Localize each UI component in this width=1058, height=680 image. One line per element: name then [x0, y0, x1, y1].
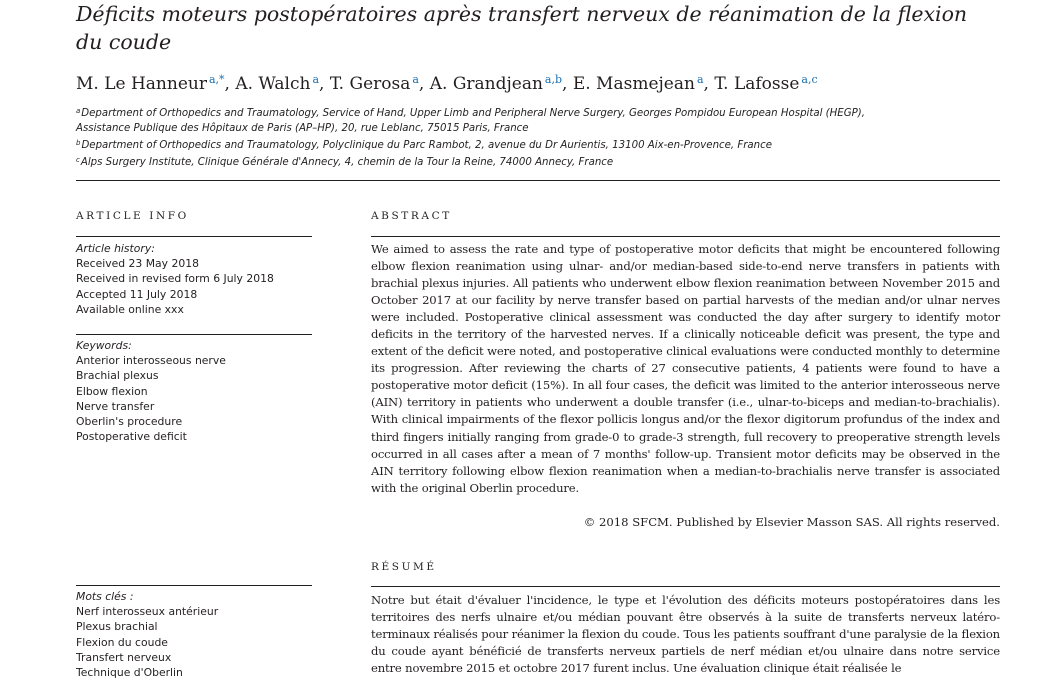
- mot-cle-item: Nerf interosseux antérieur: [76, 605, 219, 619]
- resume-heading: RÉSUMÉ: [371, 561, 437, 573]
- copyright-notice: © 2018 SFCM. Published by Elsevier Masson SAS. All rights reserved.: [583, 515, 1000, 529]
- resume-rule: [371, 586, 1000, 587]
- author-name: M. Le Hanneur: [76, 74, 207, 94]
- history-item: Available online xxx: [76, 302, 184, 316]
- keyword-item: Anterior interosseous nerve: [76, 354, 226, 368]
- article-info-heading: ARTICLE INFO: [76, 210, 189, 222]
- article-title: Déficits moteurs postopératoires après transfert nerveux de réanimation de la flexion du coude: [76, 2, 968, 54]
- mots-cles-label: Mots clés :: [76, 590, 134, 603]
- history-item: Accepted 11 July 2018: [76, 287, 198, 301]
- affiliations: [76, 104, 1006, 170]
- mots-cles-block: [76, 589, 316, 680]
- keyword-item: Postoperative deficit: [76, 430, 187, 444]
- mot-cle-item: Technique d'Oberlin: [76, 666, 183, 680]
- keywords-label: Keywords:: [76, 339, 132, 352]
- keyword-item: Elbow flexion: [76, 384, 148, 398]
- keywords-block: [76, 338, 316, 444]
- mot-cle-item: Transfert nerveux: [76, 650, 172, 664]
- mot-cle-item: Plexus brachial: [76, 620, 158, 634]
- mot-cle-item: Flexion du coude: [76, 635, 168, 649]
- keywords-list: [76, 353, 316, 444]
- article-info-rule: [76, 236, 312, 237]
- resume-text: Notre but était d'évaluer l'incidence, le type et l'évolution des déficits moteurs postopératoires dans les territoires des nerfs ulnaire et/ou médian pouvant être observés à la suite de transferts nerveux latéro-terminaux réalisés pour réanimer la flexion du coude. Tous les patients souffrant d'une paralysie de la flexion du coude ayant bénéficié de transferts nerveux partiels de nerf médian et/ou ulnaire dans notre service entre novembre 2015 et octobre 2017 furent inclus. Une évaluation clinique était réalisée le: [371, 593, 1000, 676]
- author-name: A. Grandjean: [429, 74, 543, 94]
- author-list: M. Le Hanneur $^{a,*}$, A. Walch $^a$, T. Gerosa $^a$, A. Grandjean $^{a,b}$, E. Masmejean $^a$, T. Lafosse $^{a,c}$: [76, 73, 818, 94]
- author-name: E. Masmejean: [572, 74, 695, 94]
- header-divider: [76, 180, 1000, 181]
- history-list: [76, 256, 316, 317]
- abstract-rule: [371, 236, 1000, 237]
- affiliation-line: [76, 153, 1006, 170]
- affiliation-line: [76, 121, 1006, 136]
- author-affiliation-marker[interactable]: a: [412, 73, 419, 86]
- author-affiliation-marker[interactable]: a: [696, 73, 704, 86]
- author-affiliation-marker[interactable]: a,*: [208, 73, 225, 86]
- keyword-item: Oberlin's procedure: [76, 415, 183, 429]
- article-history: [76, 241, 316, 317]
- affiliation-text: Assistance Publique des Hôpitaux de Paris (AP–HP), 20, rue Leblanc, 75015 Paris, France: [76, 123, 529, 134]
- history-label: Article history:: [76, 242, 155, 255]
- affiliation-line: [76, 104, 1006, 121]
- author-affiliation-marker[interactable]: a,b: [544, 73, 563, 86]
- mots-cles-rule: [76, 585, 312, 586]
- affiliation-text: Department of Orthopedics and Traumatology, Polyclinique du Parc Rambot, 2, avenue du Dr Aurientis, 13100 Aix-en-Provence, France: [81, 140, 772, 151]
- author-name: A. Walch: [235, 74, 311, 94]
- abstract-heading: ABSTRACT: [371, 210, 452, 222]
- keyword-item: Brachial plexus: [76, 369, 159, 383]
- keyword-item: Nerve transfer: [76, 399, 155, 413]
- affiliation-marker: b: [76, 139, 81, 147]
- history-item: Received in revised form 6 July 2018: [76, 272, 274, 286]
- author-name: T. Lafosse: [714, 74, 800, 94]
- abstract-text: We aimed to assess the rate and type of postoperative motor deficits that might be encountered following elbow flexion reanimation using ulnar- and/or median-based side-to-end nerve transfers in patients with brachial plexus injuries. All patients who underwent elbow flexion reanimation between November 2015 and October 2017 at our facility by nerve transfer based on partial harvests of the median and/or ulnar nerves were included. Postoperative clinical assessment was conducted the day after surgery to identify motor deficits in the territory of the harvested nerves. If a clinically noticeable deficit was present, the type and extent of the deficit were noted, and postoperative clinical evaluations were conducted monthly to determine its progression. After reviewing the charts of 27 consecutive patients, 4 patients were found to have a postoperative motor deficit (15%). In all four cases, the deficit was limited to the anterior interosseous nerve (AIN) territory in patients who underwent a double transfer (i.e., ulnar-to-biceps and median-to-brachialis). With clinical impairments of the flexor pollicis longus and/or the flexor digitorum profundus of the index and third fingers initially ranging from grade-0 to grade-3 strength, full recovery to preoperative strength levels occurred in all cases after a mean of 7 months' follow-up. Transient motor deficits may be observed in the AIN territory following elbow flexion reanimation when a median-to-brachialis nerve transfer is associated with the original Oberlin procedure.: [371, 242, 1000, 495]
- history-item: Received 23 May 2018: [76, 257, 199, 271]
- author-affiliation-marker[interactable]: a: [312, 73, 320, 86]
- affiliation-line: [76, 136, 1006, 153]
- keywords-rule: [76, 334, 312, 335]
- affiliation-text: Department of Orthopedics and Traumatology, Service of Hand, Upper Limb and Peripheral Nerve Surgery, Georges Pompidou European Hospital (HEGP),: [81, 108, 865, 119]
- affiliation-marker: c: [76, 156, 80, 164]
- author-name: T. Gerosa: [329, 74, 411, 94]
- affiliation-text: Alps Surgery Institute, Clinique Générale d'Annecy, 4, chemin de la Tour la Reine, 74000 Annecy, France: [80, 157, 614, 168]
- author-affiliation-marker[interactable]: a,c: [801, 73, 818, 86]
- mots-cles-list: [76, 604, 316, 680]
- affiliation-marker: a: [76, 107, 81, 115]
